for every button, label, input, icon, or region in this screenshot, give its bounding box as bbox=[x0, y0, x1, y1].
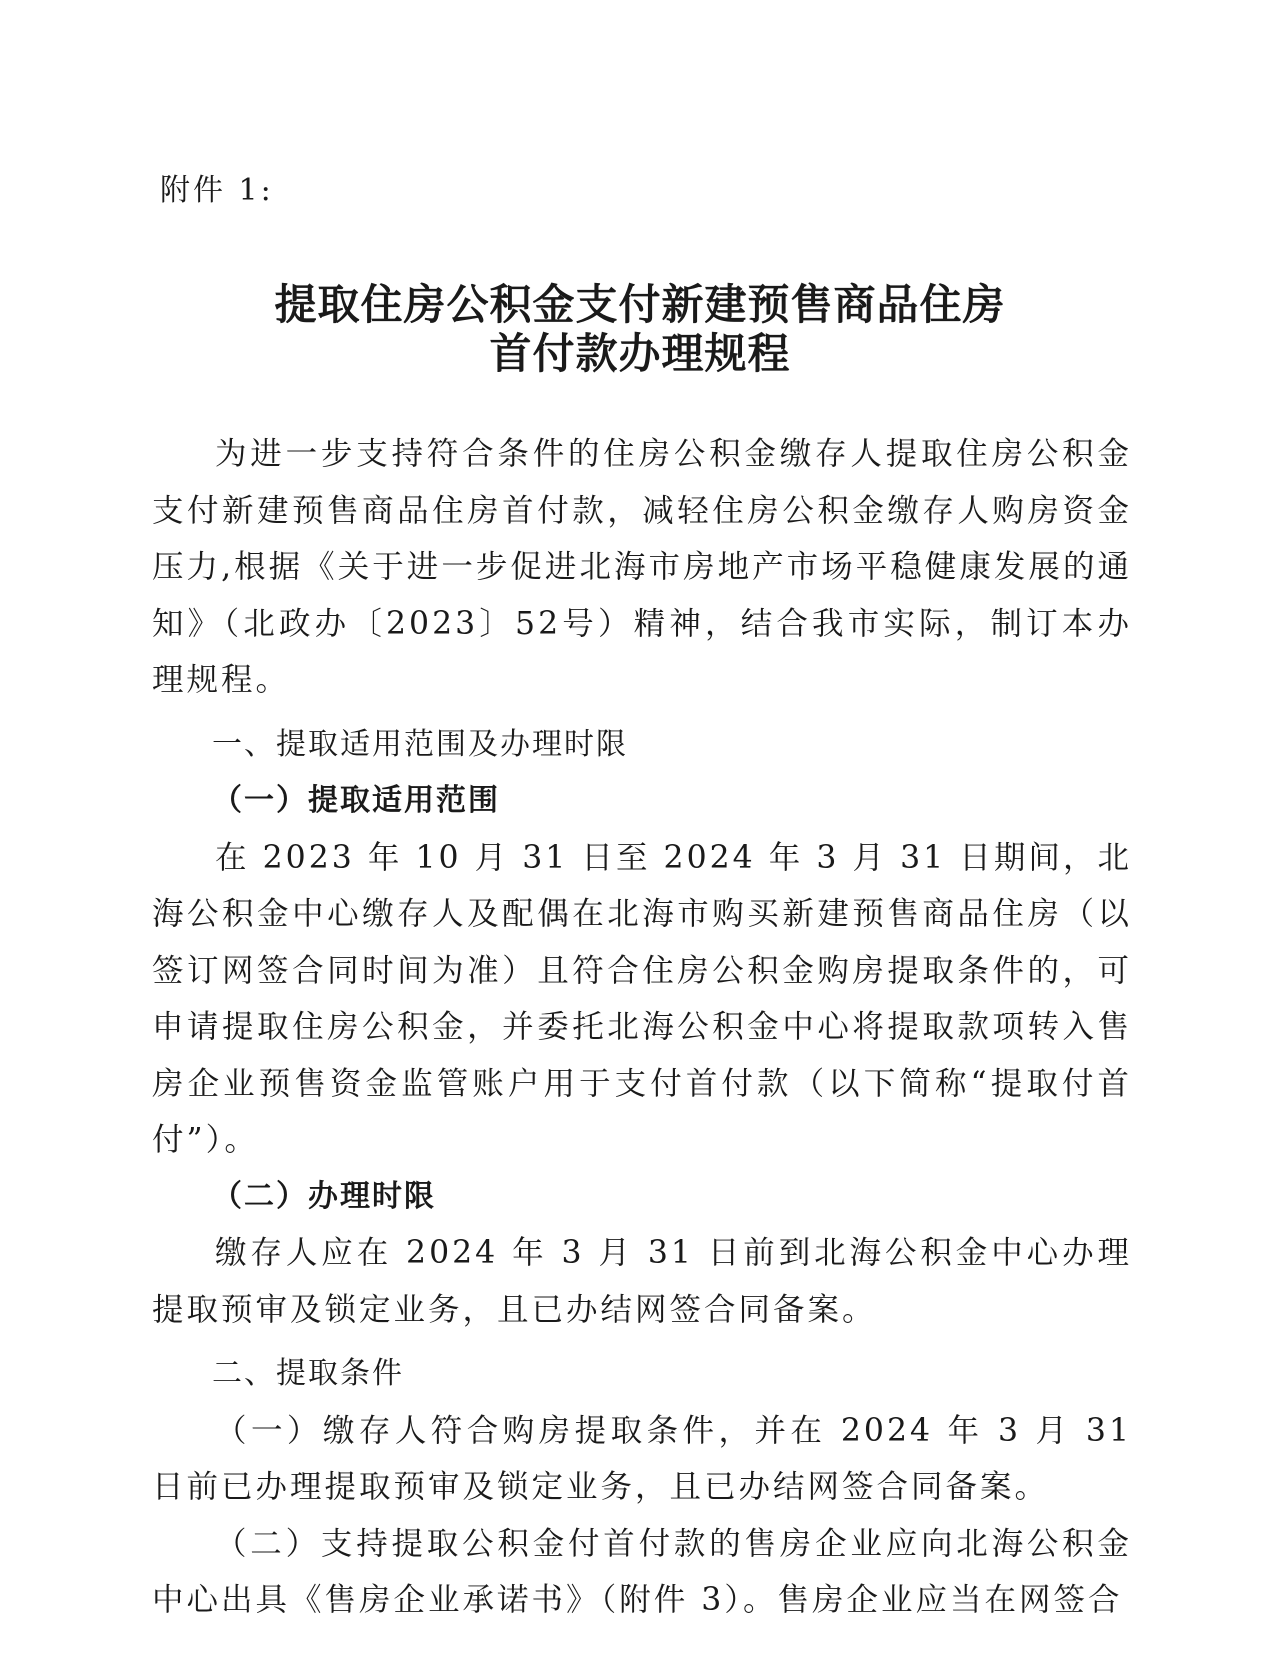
section-1-heading: 一、提取适用范围及办理时限 bbox=[212, 726, 628, 762]
section-2-item-2: （二）支持提取公积金付首付款的售房企业应向北海公积金中心出具《售房企业承诺书》（附件 3）。售房企业应当在网签合 bbox=[152, 1525, 1132, 1618]
document-body bbox=[152, 426, 1132, 1629]
document-title-line-1: 提取住房公积金支付新建预售商品住房 bbox=[274, 280, 1006, 329]
intro-paragraph: 为进一步支持符合条件的住房公积金缴存人提取住房公积金支付新建预售商品住房首付款，减轻住房公积金缴存人购房资金压力,根据《关于进一步促进北海市房地产市场平稳健康发展的通知》（北政办〔2023〕52号）精神，结合我市实际，制订本办理规程。 bbox=[152, 436, 1132, 698]
section-1-sub-2-heading: （二）办理时限 bbox=[212, 1178, 436, 1214]
section-1-sub-1-heading: （一）提取适用范围 bbox=[212, 783, 500, 818]
document-title-line-2: 首付款办理规程 bbox=[489, 329, 791, 378]
section-1-sub-2-text: 缴存人应在 2024 年 3 月 31 日前到北海公积金中心办理提取预审及锁定业务，且已办结网签合同备案。 bbox=[152, 1235, 1132, 1328]
section-2-heading: 二、提取条件 bbox=[212, 1356, 404, 1391]
section-2-item-1: （一）缴存人符合购房提取条件，并在 2024 年 3 月 31 日前已办理提取预审及锁定业务，且已办结网签合同备案。 bbox=[152, 1412, 1132, 1505]
section-1-sub-1-text: 在 2023 年 10 月 31 日至 2024 年 3 月 31 日期间，北海公积金中心缴存人及配偶在北海市购买新建预售商品住房（以签订网签合同时间为准）且符合住房公积金购房提取条件的，可申请提取住房公积金，并委托北海公积金中心将提取款项转入售房企业预售资金监管账户用于支付首付款（以下简称“提取付首付”）。 bbox=[152, 839, 1132, 1158]
attachment-label: 附件 1: bbox=[160, 173, 274, 208]
